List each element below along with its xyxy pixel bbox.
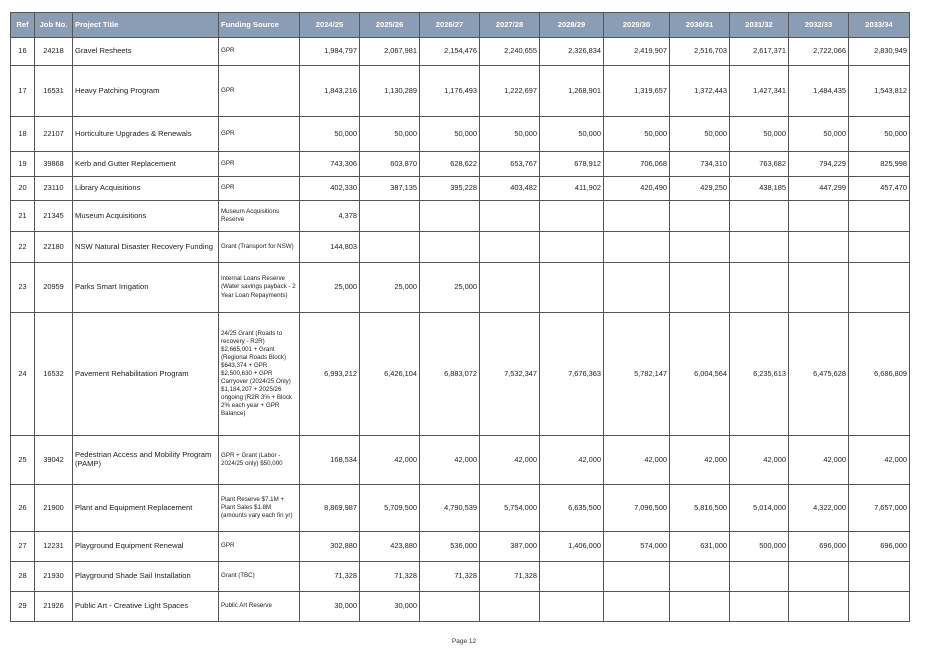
funding-source-cell: Museum Acquisitions Reserve: [219, 201, 300, 232]
job-number-cell: 24218: [35, 38, 73, 66]
amount-cell: 574,000: [604, 532, 670, 562]
amount-cell: 50,000: [849, 117, 910, 152]
amount-cell: 7,096,500: [604, 485, 670, 532]
ref-cell: 28: [11, 562, 35, 592]
amount-cell: 8,869,987: [300, 485, 360, 532]
amount-cell: 6,235,613: [730, 313, 789, 436]
amount-cell: 42,000: [730, 436, 789, 485]
job-number-cell: 22107: [35, 117, 73, 152]
amount-cell: [480, 232, 540, 263]
amount-cell: 4,378: [300, 201, 360, 232]
amount-cell: [420, 592, 480, 622]
amount-cell: 50,000: [360, 117, 420, 152]
amount-cell: 42,000: [670, 436, 730, 485]
amount-cell: [540, 592, 604, 622]
amount-cell: 2,419,907: [604, 38, 670, 66]
amount-cell: [540, 562, 604, 592]
funding-source-cell: GPR: [219, 532, 300, 562]
amount-cell: 678,912: [540, 152, 604, 177]
ref-cell: 16: [11, 38, 35, 66]
table-row: [11, 117, 910, 152]
table-body: [11, 38, 910, 622]
amount-cell: [540, 232, 604, 263]
header-row: [11, 13, 910, 38]
amount-cell: 603,870: [360, 152, 420, 177]
job-number-cell: 16532: [35, 313, 73, 436]
column-header: Project Title: [73, 13, 219, 38]
job-number-cell: 21926: [35, 592, 73, 622]
amount-cell: [420, 232, 480, 263]
funding-source-cell: GPR + Grant (Labor - 2024/25 only) $50,000: [219, 436, 300, 485]
project-title-cell: Heavy Patching Program: [73, 66, 219, 117]
amount-cell: 50,000: [300, 117, 360, 152]
amount-cell: [789, 592, 849, 622]
column-header: 2024/25: [300, 13, 360, 38]
amount-cell: 5,754,000: [480, 485, 540, 532]
amount-cell: 387,135: [360, 177, 420, 201]
table-row: [11, 436, 910, 485]
amount-cell: [604, 201, 670, 232]
amount-cell: 631,000: [670, 532, 730, 562]
amount-cell: 1,427,341: [730, 66, 789, 117]
amount-cell: 628,622: [420, 152, 480, 177]
funding-source-cell: Internal Loans Reserve (Water savings payback - 2 Year Loan Repayments): [219, 263, 300, 313]
amount-cell: 71,328: [480, 562, 540, 592]
amount-cell: 457,470: [849, 177, 910, 201]
amount-cell: 2,240,655: [480, 38, 540, 66]
table-row: [11, 38, 910, 66]
amount-cell: [670, 592, 730, 622]
amount-cell: 500,000: [730, 532, 789, 562]
amount-cell: 42,000: [480, 436, 540, 485]
amount-cell: 5,782,147: [604, 313, 670, 436]
column-header: 2028/29: [540, 13, 604, 38]
column-header: 2033/34: [849, 13, 910, 38]
funding-source-cell: GPR: [219, 38, 300, 66]
amount-cell: 1,268,901: [540, 66, 604, 117]
table-row: [11, 177, 910, 201]
project-title-cell: Horticulture Upgrades & Renewals: [73, 117, 219, 152]
ref-cell: 27: [11, 532, 35, 562]
amount-cell: 42,000: [420, 436, 480, 485]
amount-cell: [849, 201, 910, 232]
amount-cell: 50,000: [480, 117, 540, 152]
amount-cell: [789, 232, 849, 263]
table-row: [11, 592, 910, 622]
project-title-cell: Library Acquisitions: [73, 177, 219, 201]
amount-cell: 42,000: [789, 436, 849, 485]
column-header: Job No.: [35, 13, 73, 38]
amount-cell: [670, 201, 730, 232]
amount-cell: 2,326,834: [540, 38, 604, 66]
amount-cell: 423,880: [360, 532, 420, 562]
amount-cell: [849, 232, 910, 263]
amount-cell: 4,322,000: [789, 485, 849, 532]
amount-cell: 1,984,797: [300, 38, 360, 66]
amount-cell: 50,000: [670, 117, 730, 152]
project-title-cell: Parks Smart Irrigation: [73, 263, 219, 313]
amount-cell: [540, 201, 604, 232]
amount-cell: 411,902: [540, 177, 604, 201]
job-number-cell: 39042: [35, 436, 73, 485]
funding-source-cell: GPR: [219, 117, 300, 152]
amount-cell: 25,000: [360, 263, 420, 313]
amount-cell: [604, 592, 670, 622]
amount-cell: [420, 201, 480, 232]
amount-cell: 2,154,476: [420, 38, 480, 66]
amount-cell: [789, 263, 849, 313]
amount-cell: [604, 562, 670, 592]
amount-cell: 696,000: [789, 532, 849, 562]
amount-cell: 2,722,066: [789, 38, 849, 66]
table-row: [11, 263, 910, 313]
amount-cell: [849, 263, 910, 313]
amount-cell: 653,767: [480, 152, 540, 177]
amount-cell: 7,657,000: [849, 485, 910, 532]
amount-cell: [730, 232, 789, 263]
column-header: 2030/31: [670, 13, 730, 38]
amount-cell: 1,319,657: [604, 66, 670, 117]
amount-cell: 395,228: [420, 177, 480, 201]
funding-source-cell: GPR: [219, 66, 300, 117]
job-number-cell: 21900: [35, 485, 73, 532]
amount-cell: 763,682: [730, 152, 789, 177]
table-row: [11, 201, 910, 232]
project-title-cell: Playground Equipment Renewal: [73, 532, 219, 562]
amount-cell: 1,543,812: [849, 66, 910, 117]
funding-source-cell: GPR: [219, 177, 300, 201]
job-number-cell: 23110: [35, 177, 73, 201]
amount-cell: 71,328: [300, 562, 360, 592]
amount-cell: 144,803: [300, 232, 360, 263]
amount-cell: 438,185: [730, 177, 789, 201]
ref-cell: 29: [11, 592, 35, 622]
amount-cell: 42,000: [604, 436, 670, 485]
amount-cell: 2,617,371: [730, 38, 789, 66]
amount-cell: 6,993,212: [300, 313, 360, 436]
amount-cell: 403,482: [480, 177, 540, 201]
amount-cell: 302,880: [300, 532, 360, 562]
amount-cell: 2,516,703: [670, 38, 730, 66]
capital-works-table: [10, 12, 910, 622]
amount-cell: 447,299: [789, 177, 849, 201]
project-title-cell: Plant and Equipment Replacement: [73, 485, 219, 532]
column-header: 2025/26: [360, 13, 420, 38]
amount-cell: [730, 201, 789, 232]
amount-cell: 30,000: [360, 592, 420, 622]
amount-cell: 706,068: [604, 152, 670, 177]
amount-cell: 1,222,697: [480, 66, 540, 117]
amount-cell: [670, 263, 730, 313]
amount-cell: [604, 232, 670, 263]
page-number: Page 12: [451, 638, 477, 645]
column-header: 2032/33: [789, 13, 849, 38]
job-number-cell: 21345: [35, 201, 73, 232]
amount-cell: [730, 263, 789, 313]
project-title-cell: Gravel Resheets: [73, 38, 219, 66]
amount-cell: 2,067,981: [360, 38, 420, 66]
amount-cell: 7,676,363: [540, 313, 604, 436]
amount-cell: 6,475,628: [789, 313, 849, 436]
column-header: Funding Source: [219, 13, 300, 38]
amount-cell: 1,843,216: [300, 66, 360, 117]
amount-cell: 1,176,493: [420, 66, 480, 117]
amount-cell: 71,328: [360, 562, 420, 592]
amount-cell: 1,484,435: [789, 66, 849, 117]
amount-cell: 6,635,500: [540, 485, 604, 532]
job-number-cell: 39868: [35, 152, 73, 177]
amount-cell: 50,000: [540, 117, 604, 152]
amount-cell: 1,406,000: [540, 532, 604, 562]
project-title-cell: Public Art - Creative Light Spaces: [73, 592, 219, 622]
amount-cell: 4,790,539: [420, 485, 480, 532]
table-row: [11, 562, 910, 592]
column-header: 2026/27: [420, 13, 480, 38]
amount-cell: 1,130,289: [360, 66, 420, 117]
project-title-cell: Pavement Rehabilitation Program: [73, 313, 219, 436]
amount-cell: 1,372,443: [670, 66, 730, 117]
ref-cell: 21: [11, 201, 35, 232]
ref-cell: 23: [11, 263, 35, 313]
amount-cell: 6,004,564: [670, 313, 730, 436]
job-number-cell: 12231: [35, 532, 73, 562]
amount-cell: 50,000: [420, 117, 480, 152]
amount-cell: 50,000: [730, 117, 789, 152]
amount-cell: 743,306: [300, 152, 360, 177]
amount-cell: [730, 592, 789, 622]
amount-cell: 6,426,104: [360, 313, 420, 436]
amount-cell: 5,709,500: [360, 485, 420, 532]
amount-cell: 25,000: [300, 263, 360, 313]
amount-cell: 30,000: [300, 592, 360, 622]
amount-cell: [730, 562, 789, 592]
amount-cell: 402,330: [300, 177, 360, 201]
table-header: [11, 13, 910, 38]
table-row: [11, 66, 910, 117]
project-title-cell: Pedestrian Access and Mobility Program (PAMP): [73, 436, 219, 485]
project-title-cell: Kerb and Gutter Replacement: [73, 152, 219, 177]
amount-cell: 734,310: [670, 152, 730, 177]
amount-cell: 5,816,500: [670, 485, 730, 532]
amount-cell: [604, 263, 670, 313]
amount-cell: 6,686,809: [849, 313, 910, 436]
ref-cell: 22: [11, 232, 35, 263]
amount-cell: 50,000: [604, 117, 670, 152]
amount-cell: [360, 201, 420, 232]
amount-cell: [480, 263, 540, 313]
column-header: 2031/32: [730, 13, 789, 38]
amount-cell: 168,534: [300, 436, 360, 485]
amount-cell: 794,229: [789, 152, 849, 177]
amount-cell: [789, 562, 849, 592]
job-number-cell: 22180: [35, 232, 73, 263]
ref-cell: 18: [11, 117, 35, 152]
ref-cell: 26: [11, 485, 35, 532]
funding-source-cell: GPR: [219, 152, 300, 177]
amount-cell: 6,883,072: [420, 313, 480, 436]
amount-cell: 7,532,347: [480, 313, 540, 436]
project-title-cell: Museum Acquisitions: [73, 201, 219, 232]
amount-cell: [849, 562, 910, 592]
amount-cell: 536,000: [420, 532, 480, 562]
amount-cell: 42,000: [540, 436, 604, 485]
amount-cell: [670, 562, 730, 592]
funding-source-cell: Public Art Reserve: [219, 592, 300, 622]
ref-cell: 17: [11, 66, 35, 117]
amount-cell: 420,490: [604, 177, 670, 201]
funding-source-cell: Grant (TBC): [219, 562, 300, 592]
amount-cell: 429,250: [670, 177, 730, 201]
amount-cell: [480, 592, 540, 622]
amount-cell: 5,014,000: [730, 485, 789, 532]
job-number-cell: 16531: [35, 66, 73, 117]
amount-cell: 825,998: [849, 152, 910, 177]
column-header: 2029/30: [604, 13, 670, 38]
amount-cell: [670, 232, 730, 263]
table-row: [11, 313, 910, 436]
amount-cell: [540, 263, 604, 313]
funding-source-cell: 24/25 Grant (Roads to recovery - R2R) $2,665,001 + Grant (Regional Roads Block) $643,374 + GPR $2,500,630 + GPR Carryover (2024/25 Only) $1,184,207 + 2025/26 ongoing (R2R 3% + Block 2% each year + GPR Balance): [219, 313, 300, 436]
amount-cell: [849, 592, 910, 622]
job-number-cell: 21930: [35, 562, 73, 592]
table-row: [11, 532, 910, 562]
amount-cell: [360, 232, 420, 263]
amount-cell: 42,000: [849, 436, 910, 485]
amount-cell: [480, 201, 540, 232]
amount-cell: 42,000: [360, 436, 420, 485]
amount-cell: 50,000: [789, 117, 849, 152]
amount-cell: 25,000: [420, 263, 480, 313]
job-number-cell: 20959: [35, 263, 73, 313]
project-title-cell: NSW Natural Disaster Recovery Funding: [73, 232, 219, 263]
amount-cell: 71,328: [420, 562, 480, 592]
ref-cell: 25: [11, 436, 35, 485]
table-row: [11, 232, 910, 263]
ref-cell: 19: [11, 152, 35, 177]
project-title-cell: Playground Shade Sail Installation: [73, 562, 219, 592]
column-header: Ref: [11, 13, 35, 38]
table-row: [11, 485, 910, 532]
ref-cell: 20: [11, 177, 35, 201]
amount-cell: 696,000: [849, 532, 910, 562]
amount-cell: 387,000: [480, 532, 540, 562]
funding-source-cell: Grant (Transport for NSW): [219, 232, 300, 263]
table-row: [11, 152, 910, 177]
column-header: 2027/28: [480, 13, 540, 38]
ref-cell: 24: [11, 313, 35, 436]
amount-cell: 2,830,949: [849, 38, 910, 66]
amount-cell: [789, 201, 849, 232]
funding-source-cell: Plant Reserve $7.1M + Plant Sales $1.8M (amounts vary each fin yr): [219, 485, 300, 532]
